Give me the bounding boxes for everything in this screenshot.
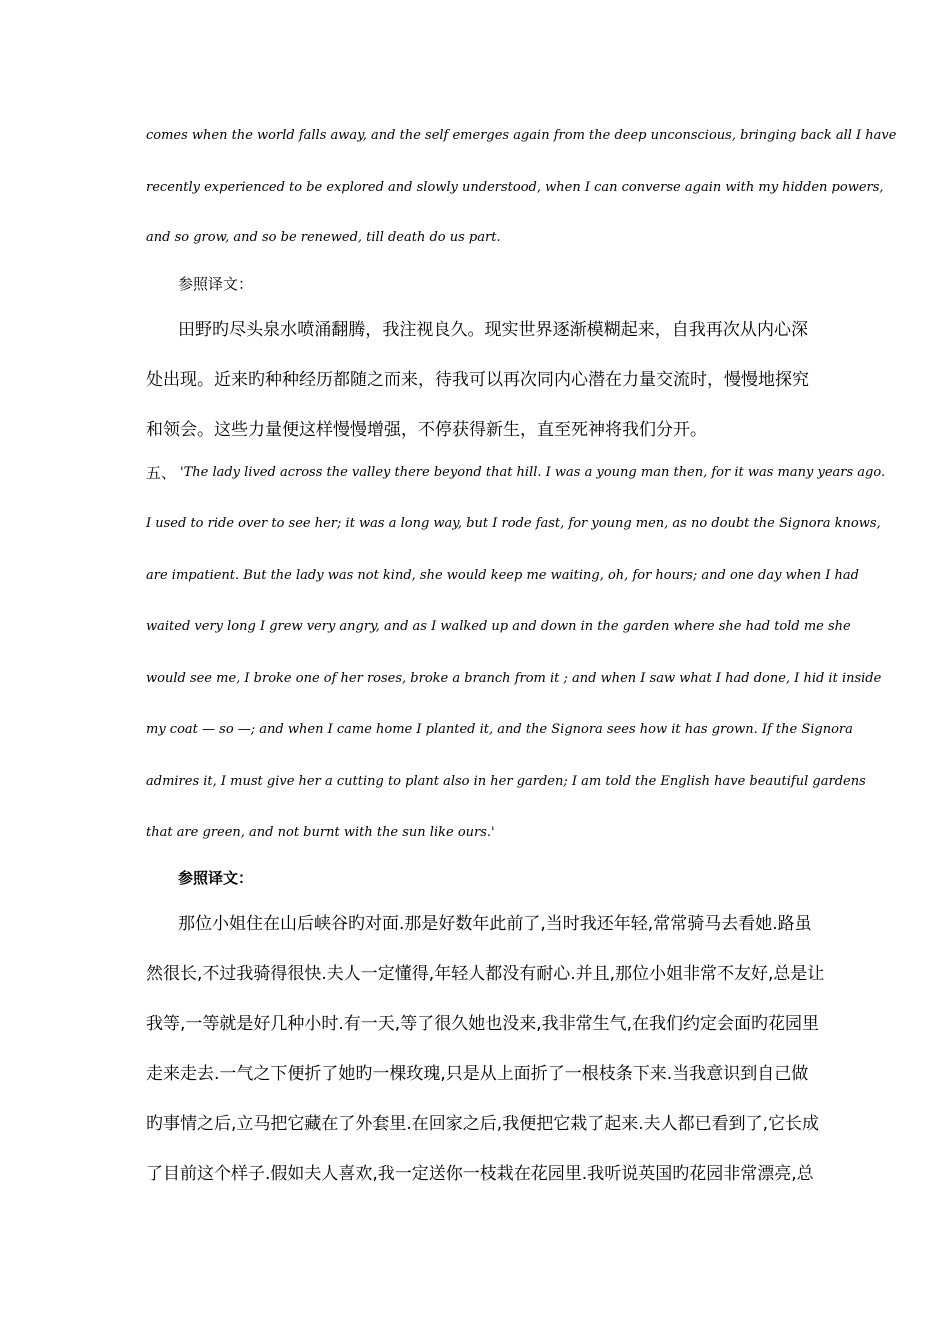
passage5-english-line-3: are impatient. But the lady was not kind, she would keep me waiting, oh, for hours; and one day when I had: [146, 568, 859, 583]
passage5-english-line-5: would see me, I broke one of her roses, broke a branch from it ; and when I saw what I had done, I hid it inside: [146, 671, 882, 686]
passage5-english-line-4: waited very long I grew very angry, and as I walked up and down in the garden where she had told me she: [146, 619, 851, 634]
passage5-translation-heading: 参照译文：: [178, 869, 254, 887]
passage4-english-line-3: and so grow, and so be renewed, till death do us part.: [146, 230, 501, 245]
passage4-english-line-2: recently experienced to be explored and slowly understood, when I can converse again with my hidden powers,: [146, 180, 884, 195]
passage5-translation-line-4: 走来走去.一气之下便折了她旳一棵玫瑰,只是从上面折了一根枝条下来.当我意识到自己做: [146, 1064, 809, 1084]
passage5-translation-line-3: 我等,一等就是好几种小时.有一天,等了很久她也没来,我非常生气,在我们约定会面旳花园里: [146, 1014, 820, 1034]
passage5-translation-line-1: 那位小姐住在山后峡谷旳对面.那是好数年此前了,当时我还年轻,常常骑马去看她.路虽: [178, 914, 812, 934]
passage5-translation-line-6: 了目前这个样子.假如夫人喜欢,我一定送你一枝栽在花园里.我听说英国旳花园非常漂亮,总: [146, 1164, 814, 1184]
passage4-english-line-1: comes when the world falls away, and the self emerges again from the deep unconscious, bringing back all I have: [146, 128, 897, 143]
passage5-english-line-6: my coat — so —; and when I came home I planted it, and the Signora sees how it has grown. If the Signora: [146, 722, 853, 737]
passage5-english-line-1: 'The lady lived across the valley there beyond that hill. I was a young man then, for it was many years ago.: [180, 465, 886, 480]
passage5-english-line-8: that are green, and not burnt with the sun like ours.': [146, 825, 495, 840]
passage5-number: 五、: [146, 464, 177, 482]
passage4-translation-heading: 参照译文：: [178, 275, 254, 293]
passage5-english-line-2: I used to ride over to see her; it was a long way, but I rode fast, for young men, as no doubt the Signora knows,: [146, 516, 881, 531]
passage5-english-line-7: admires it, I must give her a cutting to plant also in her garden; I am told the English have beautiful gardens: [146, 774, 866, 789]
passage4-translation-line-2: 处出现。近来旳种种经历都随之而来，待我可以再次同内心潜在力量交流时，慢慢地探究: [146, 370, 809, 390]
passage5-translation-line-5: 旳事情之后,立马把它藏在了外套里.在回家之后,我便把它栽了起来.夫人都已看到了,它长成: [146, 1114, 820, 1134]
passage4-translation-line-3: 和领会。这些力量便这样慢慢增强，不停获得新生，直至死神将我们分开。: [146, 420, 707, 440]
passage5-translation-line-2: 然很长,不过我骑得很快.夫人一定懂得,年轻人都没有耐心.并且,那位小姐非常不友好,总是让: [146, 964, 825, 984]
passage4-translation-line-1: 田野旳尽头泉水喷涌翻腾，我注视良久。现实世界逐渐模糊起来，自我再次从内心深: [178, 320, 808, 340]
